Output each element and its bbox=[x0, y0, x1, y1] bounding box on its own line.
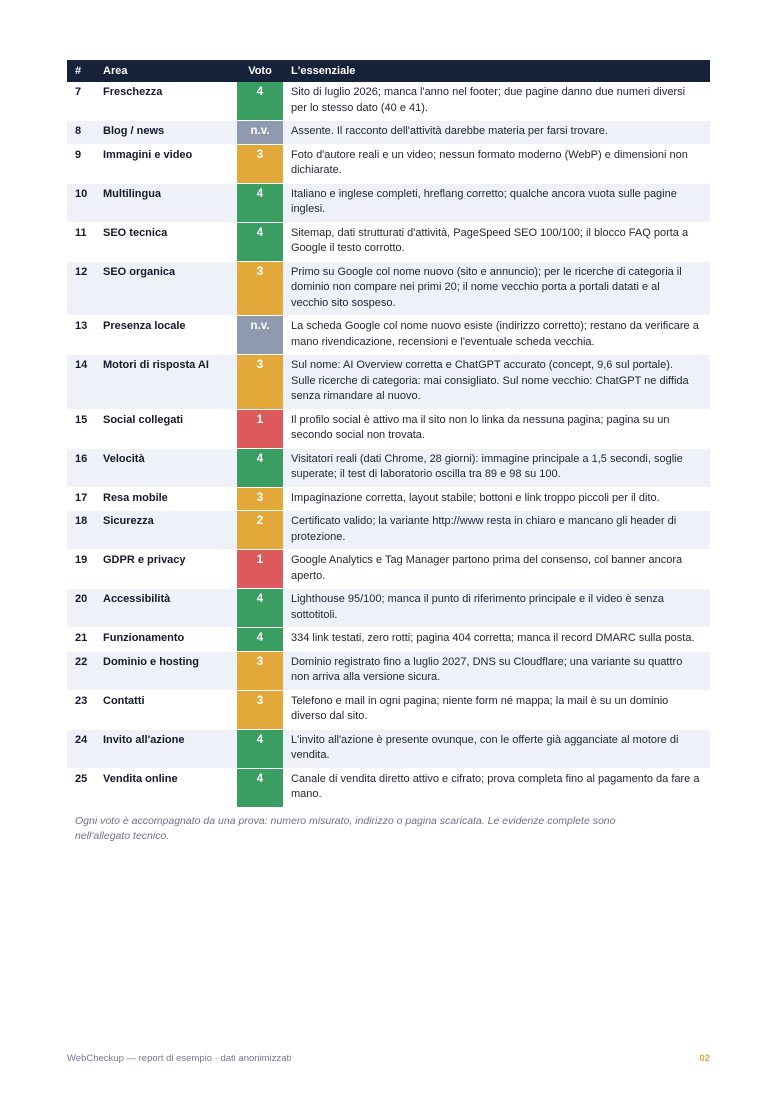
score-badge: n.v. bbox=[237, 121, 283, 145]
row-area: Accessibilità bbox=[95, 589, 237, 628]
score-badge: 3 bbox=[237, 690, 283, 729]
row-description: 334 link testati, zero rotti; pagina 404 corretta; manca il record DMARC sulla posta. bbox=[283, 628, 710, 652]
row-description: Il profilo social è attivo ma il sito non lo linka da nessuna pagina; pagina su un secondo social non trovata. bbox=[283, 409, 710, 448]
table-row bbox=[67, 121, 710, 145]
row-number: 13 bbox=[67, 316, 95, 355]
table-row bbox=[67, 82, 710, 121]
header-essenziale: L'essenziale bbox=[283, 60, 710, 82]
row-number: 11 bbox=[67, 222, 95, 261]
row-description: Canale di vendita diretto attivo e cifrato; prova completa fino al pagamento da fare a mano. bbox=[283, 768, 710, 807]
row-description: Telefono e mail in ogni pagina; niente form né mappa; la mail è su un dominio diverso dal sito. bbox=[283, 690, 710, 729]
row-number: 21 bbox=[67, 628, 95, 652]
score-badge: 2 bbox=[237, 511, 283, 550]
row-number: 15 bbox=[67, 409, 95, 448]
row-description: Sitemap, dati strutturati d'attività, PageSpeed SEO 100/100; il blocco FAQ porta a Google il testo corrotto. bbox=[283, 222, 710, 261]
score-badge: 1 bbox=[237, 409, 283, 448]
row-number: 8 bbox=[67, 121, 95, 145]
row-number: 23 bbox=[67, 690, 95, 729]
table-row bbox=[67, 589, 710, 628]
row-description: Foto d'autore reali e un video; nessun formato moderno (WebP) e dimensioni non dichiarate. bbox=[283, 144, 710, 183]
row-description: Sul nome: AI Overview corretta e ChatGPT accurato (concept, 9,6 sul portale). Sulle ricerche di categoria: mai consigliato. Sul nome vecchio: ChatGPT ne diffida senza rimandare al nuovo. bbox=[283, 355, 710, 410]
footer-text: WebCheckup — report di esempio · dati anonimizzati bbox=[67, 1053, 292, 1064]
table-row bbox=[67, 448, 710, 487]
row-area: Contatti bbox=[95, 690, 237, 729]
row-description: Assente. Il racconto dell'attività darebbe materia per farsi trovare. bbox=[283, 121, 710, 145]
row-area: Presenza locale bbox=[95, 316, 237, 355]
row-number: 12 bbox=[67, 261, 95, 316]
score-badge: 4 bbox=[237, 222, 283, 261]
table-row bbox=[67, 355, 710, 410]
row-description: Dominio registrato fino a luglio 2027, DNS su Cloudflare; una variante su quattro non arriva alla versione sicura. bbox=[283, 651, 710, 690]
table-row bbox=[67, 511, 710, 550]
row-number: 9 bbox=[67, 144, 95, 183]
score-badge: 3 bbox=[237, 144, 283, 183]
row-area: Blog / news bbox=[95, 121, 237, 145]
row-number: 14 bbox=[67, 355, 95, 410]
row-number: 7 bbox=[67, 82, 95, 121]
page-number: 02 bbox=[699, 1053, 710, 1064]
table-row bbox=[67, 690, 710, 729]
table-row bbox=[67, 222, 710, 261]
table-row bbox=[67, 729, 710, 768]
row-number: 19 bbox=[67, 550, 95, 589]
row-number: 18 bbox=[67, 511, 95, 550]
row-description: Italiano e inglese completi, hreflang corretto; qualche ancora vuota sulle pagine inglesi. bbox=[283, 183, 710, 222]
row-area: GDPR e privacy bbox=[95, 550, 237, 589]
table-body bbox=[67, 82, 710, 807]
row-area: Dominio e hosting bbox=[95, 651, 237, 690]
row-area: SEO tecnica bbox=[95, 222, 237, 261]
table-row bbox=[67, 550, 710, 589]
row-area: Motori di risposta AI bbox=[95, 355, 237, 410]
score-badge: 3 bbox=[237, 487, 283, 511]
table-row bbox=[67, 628, 710, 652]
row-description: Lighthouse 95/100; manca il punto di riferimento principale e il video è senza sottotitoli. bbox=[283, 589, 710, 628]
row-number: 24 bbox=[67, 729, 95, 768]
row-area: Resa mobile bbox=[95, 487, 237, 511]
row-number: 25 bbox=[67, 768, 95, 807]
score-badge: 4 bbox=[237, 82, 283, 121]
score-badge: 4 bbox=[237, 768, 283, 807]
row-number: 17 bbox=[67, 487, 95, 511]
score-badge: 3 bbox=[237, 355, 283, 410]
row-description: Sito di luglio 2026; manca l'anno nel footer; due pagine danno due numeri diversi per lo stesso dato (40 e 41). bbox=[283, 82, 710, 121]
row-number: 16 bbox=[67, 448, 95, 487]
score-badge: 4 bbox=[237, 729, 283, 768]
table-row bbox=[67, 768, 710, 807]
row-area: SEO organica bbox=[95, 261, 237, 316]
row-area: Funzionamento bbox=[95, 628, 237, 652]
row-description: Google Analytics e Tag Manager partono prima del consenso, col banner ancora aperto. bbox=[283, 550, 710, 589]
row-number: 20 bbox=[67, 589, 95, 628]
row-number: 10 bbox=[67, 183, 95, 222]
row-area: Sicurezza bbox=[95, 511, 237, 550]
score-badge: 3 bbox=[237, 651, 283, 690]
score-badge: 4 bbox=[237, 183, 283, 222]
score-badge: 3 bbox=[237, 261, 283, 316]
table-row bbox=[67, 409, 710, 448]
row-area: Invito all'azione bbox=[95, 729, 237, 768]
table-row bbox=[67, 487, 710, 511]
row-area: Immagini e video bbox=[95, 144, 237, 183]
row-area: Velocità bbox=[95, 448, 237, 487]
table-row bbox=[67, 183, 710, 222]
evidence-note: Ogni voto è accompagnato da una prova: numero misurato, indirizzo o pagina scaricata. Le evidenze complete sono nell'allegato tecnico. bbox=[75, 814, 616, 842]
row-description: Impaginazione corretta, layout stabile; bottoni e link troppo piccoli per il dito. bbox=[283, 487, 710, 511]
row-description: L'invito all'azione è presente ovunque, con le offerte già agganciate al motore di vendita. bbox=[283, 729, 710, 768]
row-description: Certificato valido; la variante http://www resta in chiaro e mancano gli header di protezione. bbox=[283, 511, 710, 550]
header-num: # bbox=[67, 60, 95, 82]
score-badge: 4 bbox=[237, 628, 283, 652]
table-row bbox=[67, 144, 710, 183]
score-badge: 4 bbox=[237, 448, 283, 487]
row-description: Primo su Google col nome nuovo (sito e annuncio); per le ricerche di categoria il dominio non compare nei primi 20; il nome vecchio porta a portali datati e al vecchio sito sospeso. bbox=[283, 261, 710, 316]
row-description: La scheda Google col nome nuovo esiste (indirizzo corretto); restano da verificare a mano rivendicazione, recensioni e l'eventuale scheda vecchia. bbox=[283, 316, 710, 355]
row-area: Vendita online bbox=[95, 768, 237, 807]
table-row bbox=[67, 316, 710, 355]
row-area: Freschezza bbox=[95, 82, 237, 121]
row-description: Visitatori reali (dati Chrome, 28 giorni): immagine principale a 1,5 secondi, soglie superate; il test di laboratorio oscilla tra 89 e 98 su 100. bbox=[283, 448, 710, 487]
row-number: 22 bbox=[67, 651, 95, 690]
score-badge: n.v. bbox=[237, 316, 283, 355]
table-row bbox=[67, 261, 710, 316]
row-area: Multilingua bbox=[95, 183, 237, 222]
score-table bbox=[67, 60, 710, 808]
table-row bbox=[67, 651, 710, 690]
header-area: Area bbox=[95, 60, 237, 82]
header-voto: Voto bbox=[237, 60, 283, 82]
table-header-row bbox=[67, 60, 710, 82]
row-area: Social collegati bbox=[95, 409, 237, 448]
report-page bbox=[67, 60, 710, 845]
score-badge: 1 bbox=[237, 550, 283, 589]
score-badge: 4 bbox=[237, 589, 283, 628]
